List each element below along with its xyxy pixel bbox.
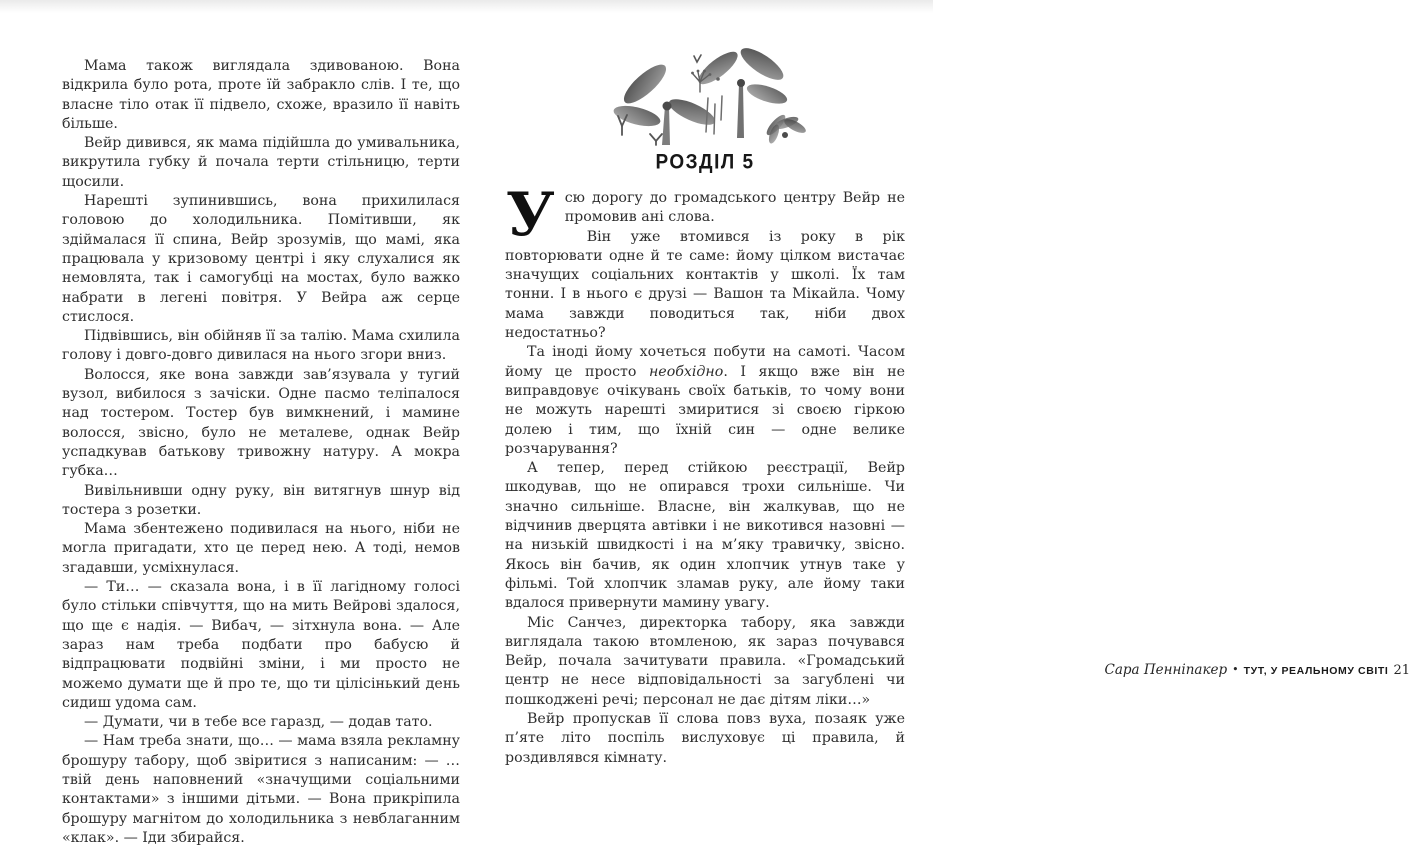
chapter-head: [505, 46, 905, 174]
paragraph: Мама також виглядала здивованою. Вона відкрила було рота, проте їй забракло слів. І те, що власне тіло отак її підвело, схоже, вразило її навіть більше.: [62, 58, 460, 132]
left-page-text: [62, 57, 460, 848]
paragraph: Підвівшись, він обійняв її за талію. Мама схилила голову і довго-довго дивилася на нього згори вниз.: [62, 328, 460, 364]
paragraph: А тепер, перед стійкою реєстрації, Вейр шкодував, що не опирався трохи сильніше. Чи значно сильніше. Власне, він жалкував, що не відчинив дверцята автівки і не викотився назовні — на низькій швидкості і на м’яку травичку, звісно. Якось він бачив, як один хлопчик утнув таке у фільмі. Той хлопчик зламав руку, але йому таки вдалося привернути мамину увагу.: [505, 460, 905, 612]
footer-book-title: ТУТ, У РЕАЛЬНОМУ СВІТІ: [1243, 665, 1389, 677]
paragraph: — Думати, чи в тебе все гаразд, — додав тато.: [84, 714, 433, 731]
v-mark: [694, 55, 701, 62]
right-page-text: [505, 180, 905, 768]
paragraph: — Нам треба знати, що… — мама взяла рекламну брошуру табору, щоб звіритися з написаним: — …твій день наповнений «значущими соціальними контактами» з іншими дітьми. — Вона прикріпила брошуру магнітом до холодильника з невблаганним «клак». — Іди збирайся.: [62, 733, 460, 846]
footer-page-number: 21: [1393, 663, 1410, 678]
grass-tuft-right: [764, 112, 808, 144]
paragraph: Вейр пропускав її слова повз вуха, позаяк уже п’яте літо поспіль вислуховує ці правила, й роздивлявся кімнату.: [505, 711, 905, 766]
paragraph: Він уже втомився із року в рік повторювати одне й те саме: йому цілком вистачає значущих соціальних контактів у школі. Їх там тонни. І в нього є друзі — Вашон та Мікайла. Чому мама завжди поводиться так, ніби двох недостатньо?: [505, 228, 905, 342]
paragraph: Мама збентежено подивилася на нього, ніби не могла пригадати, хто це перед нею. А тоді, немов згадавши, усміхнулася.: [62, 521, 460, 576]
small-sprout-mid: [650, 134, 662, 145]
dot: [716, 77, 720, 81]
opening-paragraph: [505, 180, 905, 250]
paragraph: Нарешті зупинившись, вона прихилилася головою до холодильника. Помітивши, як здіймалася її спина, Вейр зрозумів, що мамі, яка працювала у кризовому центрі і яку слухалися як немовлята, так і самогубці на мостах, було важко набрати в легені повітря. У Вейра аж серце стислося.: [62, 193, 460, 325]
paragraph: — Ти… — сказала вона, і в її лагідному голосі було стільки співчуття, що на мить Вейрові здалося, що ще є надія. — Вибач, — зітхнула вона. — Але зараз нам треба подбати про бабусю й відпрацювати подвійні зміни, і ми просто не можемо думати ще й про те, що ти цілісінький день сидиш удома сам.: [62, 579, 460, 711]
plant-sketch-illustration: [596, 46, 814, 150]
footer-bullet: •: [1232, 663, 1239, 676]
drop-cap: У: [506, 180, 555, 250]
paragraph: Волосся, яке вона завжди зав’язувала у тугий вузол, вибилося з зачіски. Одне пасмо теліпалося над тостером. Тостер був вимкнений, і мамине волосся, звісно, було не металеве, однак Вейр успадкував батькову тривожну натуру. А мокра губка…: [62, 366, 460, 480]
scan-top-edge: [0, 0, 933, 13]
opening-text: сю дорогу до громадського центру Вейр не промовив ані слова.: [564, 190, 905, 226]
paragraph: Вивільнивши одну руку, він витягнув шнур від тостера з розетки.: [62, 482, 460, 518]
chapter-title: РОЗДІЛ 5: [655, 150, 755, 175]
paragraph: Та іноді йому хочеться побути на самоті. Часом йому це просто необхідно. І якщо вже він не виправдовує очікувань своїх батьків, то чому вони не можуть нарешті змиритися зі своєю гіркою долею і тим, що їхній син — одне велике розчарування?: [505, 344, 905, 457]
paragraph: Вейр дивився, як мама підійшла до умивальника, викрутила губку й почала терти стільницю, терти щосили.: [62, 135, 460, 190]
footer-author: Сара Пенніпакер: [1104, 662, 1228, 678]
paragraph: Міс Санчез, директорка табору, яка завжди виглядала такою втомленою, як зараз почувався Вейр, почала зачитувати правила. «Громадський центр не несе відповідальності за загублені чи пошкоджені речі; персонал не дає дітям ліки…»: [505, 614, 905, 708]
page-footer: [1010, 659, 1410, 678]
